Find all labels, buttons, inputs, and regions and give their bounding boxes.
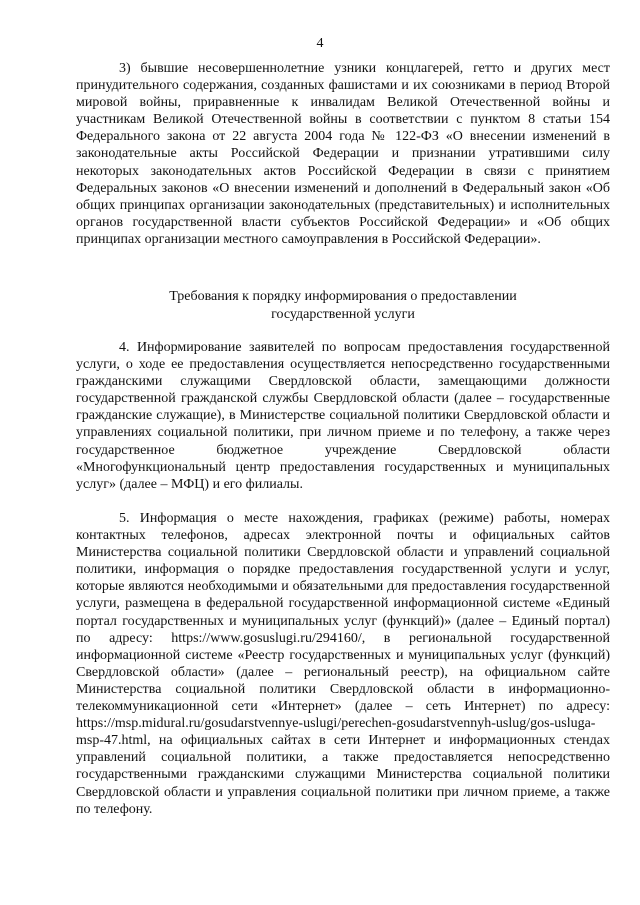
page-number: 4 — [316, 36, 324, 51]
paragraph-item-3: 3) бывшие несовершеннолетние узники концлагерей, гетто и других мест принудительного содержания, созданных фашистами и их союзниками в период Второй мировой войны, приравненные к инвалидам Великой Отечественной войны и участникам Великой Отечественной войны в соответствии с пунктом 8 статьи 154 Федерального закона от 22 августа 2004 года № 122-ФЗ «О внесении изменений в законодательные акты Российской Федерации и признании утратившими силу некоторых законодательных актов Российской Федерации в связи с принятием Федеральных законов «О внесении изменений и дополнений в Федеральный закон «Об общих принципах организации законодательных (представительных) и исполнительных органов государственной власти субъектов Российской Федерации» и «Об общих принципах организации местного самоуправления в Российской Федерации». — [76, 61, 610, 247]
paragraph-item-5: 5. Информация о месте нахождения, графиках (режиме) работы, номерах контактных телефонов, адресах электронной почты и официальных сайтов Министерства социальной политики Свердловской области и управлений социальной политики, информация о порядке предоставления государственной услуги и услуг, которые являются необходимыми и обязательными для предоставления государственной услуги, размещена в федеральной государственной информационной системе «Единый портал государственных и муниципальных услуг (функций)» (далее – Единый портал) по адресу: https://www.gosuslugi.ru/294160/, в региональной государственной информационной системе «Реестр государственных и муниципальных услуг (функций) Свердловской области» (далее – региональный реестр), на официальном сайте Министерства социальной политики Свердловской области в информационно-телекоммуникационной сети «Интернет» (далее – сеть Интернет) по адресу: https://msp.midural.ru/gosudarstvennye-uslugi/perechen-gosudarstvennyh-uslug/gos-usluga-msp-47.html, на официальных сайтах в сети Интернет и информационных стендах управлений социальной политики, а также предоставляется непосредственно государственными гражданскими служащими Министерства социальной политики Свердловской области и управления социальной политики при личном приеме, а также по телефону. — [76, 511, 610, 817]
paragraph-item-4: 4. Информирование заявителей по вопросам предоставления государственной услуги, о ходе ее предоставления осуществляется непосредственно государственными гражданскими служащими Свердловской области, замещающими должности государственной гражданской службы Свердловской области (далее – государственные гражданские служащие), в Министерстве социальной политики Свердловской области и управлениях социальной политики, при личном приеме и по телефону, а также через государственное бюджетное учреждение Свердловской области «Многофункциональный центр предоставления государственных и муниципальных услуг» (далее – МФЦ) и его филиалы. — [76, 340, 610, 492]
section-heading — [120, 288, 566, 323]
section-heading-line-2: государственной услуги — [271, 306, 415, 322]
section-heading-line-1: Требования к порядку информирования о предоставлении — [169, 289, 517, 304]
